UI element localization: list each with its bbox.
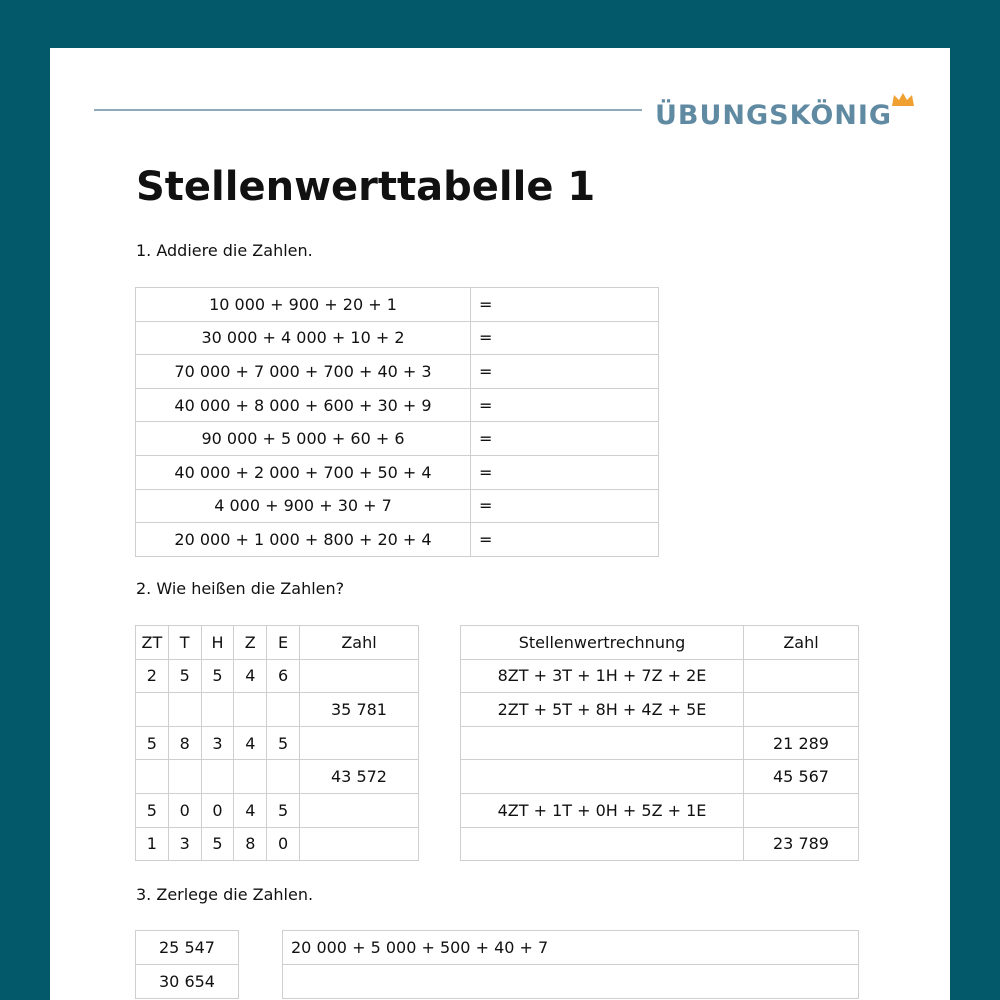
column-header: E xyxy=(267,626,300,660)
table-cell: 5 xyxy=(136,793,169,827)
table-cell[interactable] xyxy=(299,827,418,861)
addition-expression: 4 000 + 900 + 30 + 7 xyxy=(136,489,471,523)
table-cell: 4 xyxy=(234,659,267,693)
table-row xyxy=(136,523,659,557)
table-row xyxy=(461,726,859,760)
decomposition-cell[interactable] xyxy=(283,965,859,999)
table-row xyxy=(461,760,859,794)
addition-expression: 30 000 + 4 000 + 10 + 2 xyxy=(136,321,471,355)
table-row xyxy=(136,388,659,422)
column-header: Zahl xyxy=(299,626,418,660)
brand-logo: ÜBUNGSKÖNIG xyxy=(655,100,893,131)
column-header: ZT xyxy=(136,626,169,660)
table-cell: 43 572 xyxy=(299,760,418,794)
table-cell[interactable] xyxy=(267,693,300,727)
column-header: Stellenwertrechnung xyxy=(461,626,744,660)
addition-expression: 90 000 + 5 000 + 60 + 6 xyxy=(136,422,471,456)
table-cell: 4 xyxy=(234,726,267,760)
table-cell[interactable] xyxy=(299,726,418,760)
table-cell[interactable] xyxy=(461,726,744,760)
answer-cell[interactable]: = xyxy=(471,422,659,456)
addition-expression: 10 000 + 900 + 20 + 1 xyxy=(136,288,471,322)
table-row xyxy=(136,760,419,794)
table-cell[interactable] xyxy=(201,693,234,727)
decompose-numbers-table xyxy=(135,930,239,999)
answer-cell[interactable]: = xyxy=(471,388,659,422)
addition-expression: 70 000 + 7 000 + 700 + 40 + 3 xyxy=(136,355,471,389)
answer-cell[interactable]: = xyxy=(471,489,659,523)
answer-cell[interactable]: = xyxy=(471,355,659,389)
task-3-label: 3. Zerlege die Zahlen. xyxy=(136,885,314,904)
table-row xyxy=(461,793,859,827)
table-row xyxy=(136,422,659,456)
column-header: T xyxy=(168,626,201,660)
addition-expression: 40 000 + 8 000 + 600 + 30 + 9 xyxy=(136,388,471,422)
table-cell: 1 xyxy=(136,827,169,861)
answer-cell[interactable]: = xyxy=(471,321,659,355)
table-cell: 5 xyxy=(267,793,300,827)
place-value-table xyxy=(135,625,419,861)
table-cell[interactable] xyxy=(744,693,859,727)
table-cell: 8 xyxy=(234,827,267,861)
table-cell: 5 xyxy=(136,726,169,760)
table-row xyxy=(461,827,859,861)
table-cell: 35 781 xyxy=(299,693,418,727)
table-row xyxy=(136,726,419,760)
table-cell: 6 xyxy=(267,659,300,693)
table-cell: 2ZT + 5T + 8H + 4Z + 5E xyxy=(461,693,744,727)
table-row xyxy=(461,693,859,727)
table-cell: 3 xyxy=(201,726,234,760)
table-row xyxy=(136,965,239,999)
table-row xyxy=(136,288,659,322)
table-cell[interactable] xyxy=(299,793,418,827)
table-cell: 5 xyxy=(201,827,234,861)
table-cell: 2 xyxy=(136,659,169,693)
table-cell[interactable] xyxy=(267,760,300,794)
table-cell[interactable] xyxy=(461,760,744,794)
table-row xyxy=(136,827,419,861)
table-row xyxy=(136,489,659,523)
table-cell: 23 789 xyxy=(744,827,859,861)
table-row xyxy=(136,455,659,489)
table-cell[interactable] xyxy=(136,760,169,794)
place-value-calc-table xyxy=(460,625,859,861)
table-cell[interactable] xyxy=(168,760,201,794)
number-cell: 25 547 xyxy=(136,931,239,965)
table-cell[interactable] xyxy=(744,659,859,693)
table-row xyxy=(136,355,659,389)
table-cell[interactable] xyxy=(234,760,267,794)
table-cell[interactable] xyxy=(201,760,234,794)
addition-expression: 20 000 + 1 000 + 800 + 20 + 4 xyxy=(136,523,471,557)
task-1-label: 1. Addiere die Zahlen. xyxy=(136,241,313,260)
table-cell: 8 xyxy=(168,726,201,760)
table-cell[interactable] xyxy=(461,827,744,861)
page-title: Stellenwerttabelle 1 xyxy=(136,164,596,210)
table-row xyxy=(136,659,419,693)
column-header: Zahl xyxy=(744,626,859,660)
table-row xyxy=(283,931,859,965)
table-cell: 45 567 xyxy=(744,760,859,794)
table-cell: 5 xyxy=(267,726,300,760)
table-cell[interactable] xyxy=(299,659,418,693)
table-cell[interactable] xyxy=(136,693,169,727)
table-cell: 5 xyxy=(168,659,201,693)
table-row xyxy=(136,793,419,827)
table-cell: 5 xyxy=(201,659,234,693)
worksheet xyxy=(50,48,950,1000)
crown-icon xyxy=(891,92,915,108)
table-cell: 0 xyxy=(168,793,201,827)
addition-expression: 40 000 + 2 000 + 700 + 50 + 4 xyxy=(136,455,471,489)
table-cell: 0 xyxy=(267,827,300,861)
decompose-answers-table xyxy=(282,930,859,999)
table-cell[interactable] xyxy=(744,793,859,827)
task-2-label: 2. Wie heißen die Zahlen? xyxy=(136,579,345,598)
table-row xyxy=(136,321,659,355)
answer-cell[interactable]: = xyxy=(471,455,659,489)
table-cell[interactable] xyxy=(168,693,201,727)
table-row xyxy=(283,965,859,999)
table-row xyxy=(136,931,239,965)
column-header: Z xyxy=(234,626,267,660)
table-cell: 8ZT + 3T + 1H + 7Z + 2E xyxy=(461,659,744,693)
answer-cell[interactable]: = xyxy=(471,523,659,557)
table-cell: 0 xyxy=(201,793,234,827)
table-cell: 21 289 xyxy=(744,726,859,760)
table-cell: 4ZT + 1T + 0H + 5Z + 1E xyxy=(461,793,744,827)
table-row xyxy=(136,693,419,727)
number-cell: 30 654 xyxy=(136,965,239,999)
table-cell: 4 xyxy=(234,793,267,827)
decomposition-cell[interactable]: 20 000 + 5 000 + 500 + 40 + 7 xyxy=(283,931,859,965)
table-cell[interactable] xyxy=(234,693,267,727)
header-rule xyxy=(94,109,642,111)
table-row xyxy=(461,659,859,693)
addition-table xyxy=(135,287,659,557)
answer-cell[interactable]: = xyxy=(471,288,659,322)
column-header: H xyxy=(201,626,234,660)
table-cell: 3 xyxy=(168,827,201,861)
